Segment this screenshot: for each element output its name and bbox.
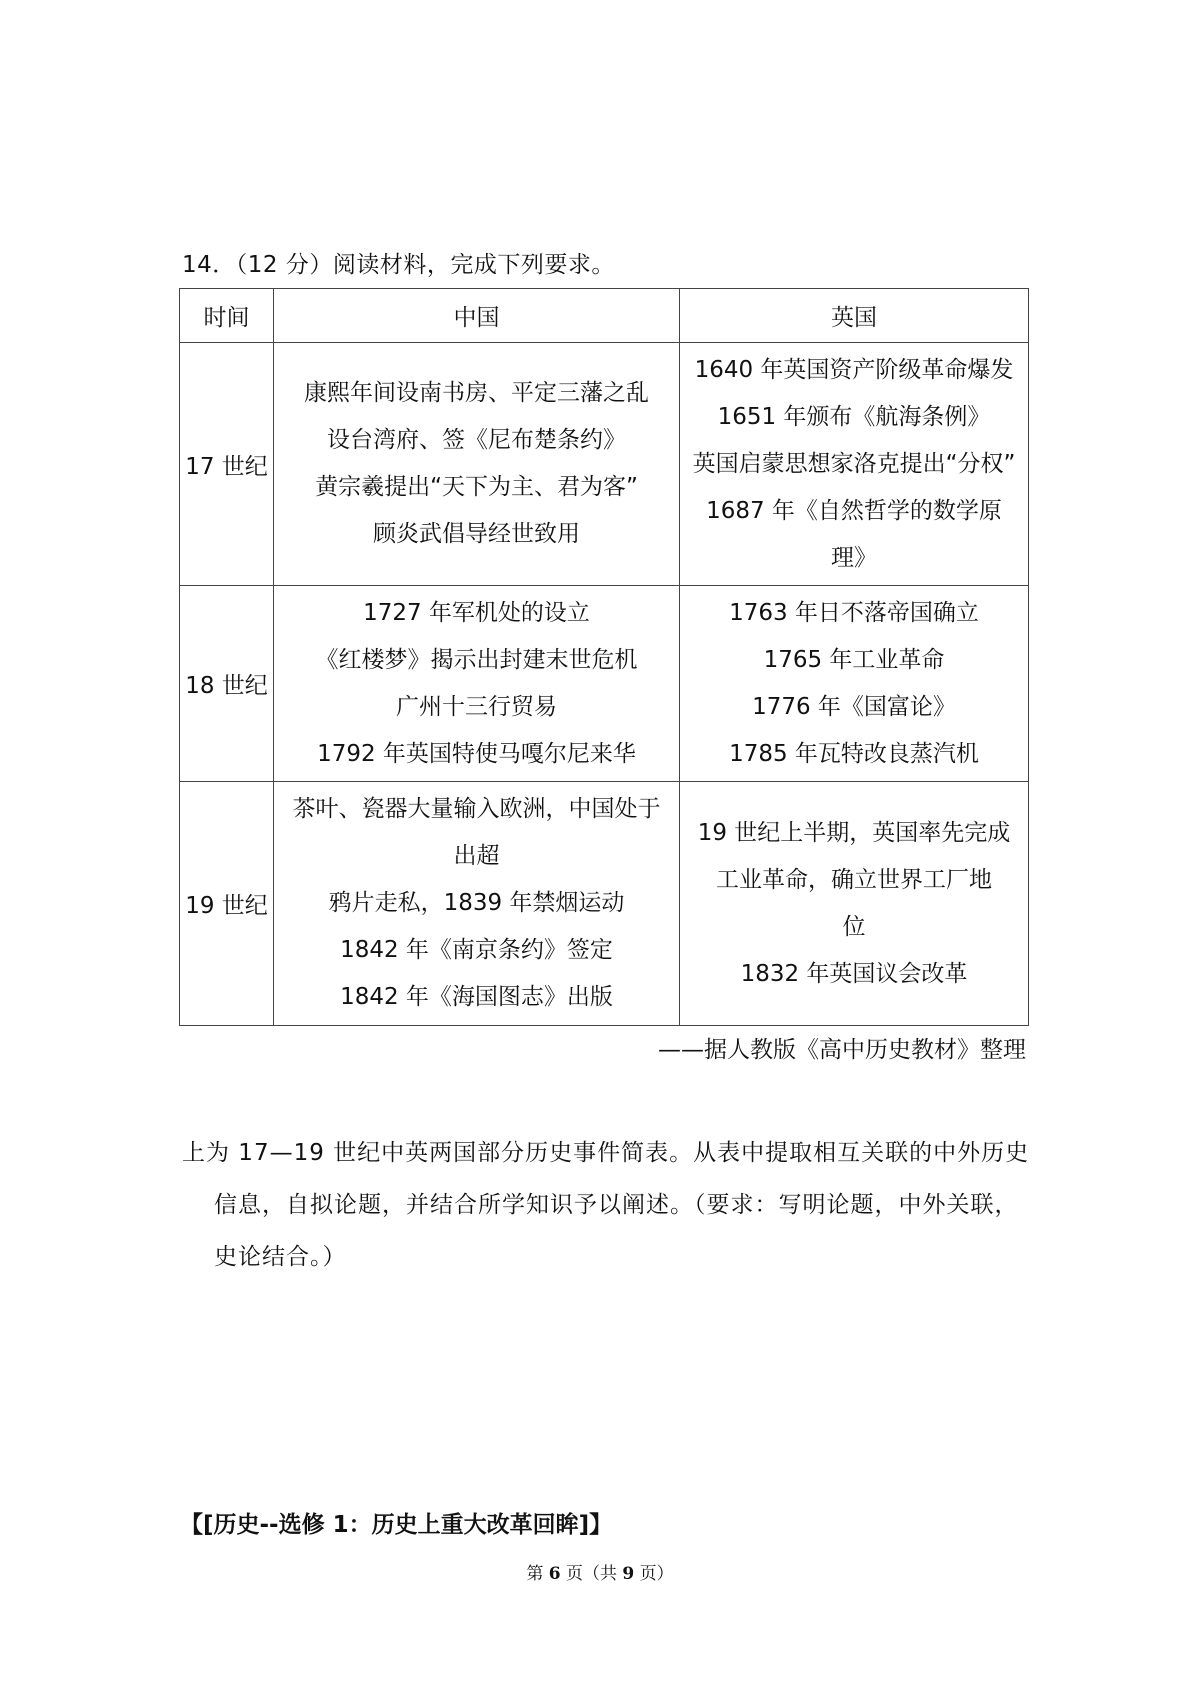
table-header-row xyxy=(180,289,1029,343)
header-china: 中国 xyxy=(274,289,680,343)
event-line: 19 世纪上半期，英国率先完成 xyxy=(697,819,1011,846)
table-row xyxy=(180,343,1029,586)
source-note: ——据人教版《高中历史教材》整理 xyxy=(658,1037,1026,1063)
events-table xyxy=(179,288,1029,1026)
page-footer xyxy=(0,1562,1200,1586)
time-cell: 18 世纪 xyxy=(180,586,274,782)
question-prompt xyxy=(182,1127,1030,1283)
footer-suffix: 页） xyxy=(634,1564,674,1584)
time-cell: 17 世纪 xyxy=(180,343,274,586)
event-line: 1765 年工业革命 xyxy=(763,646,945,673)
event-line: 1776 年《国富论》 xyxy=(752,693,956,720)
event-line: 英国启蒙思想家洛克提出“分权” xyxy=(692,450,1016,477)
event-line: 1792 年英国特使马嘎尔尼来华 xyxy=(317,740,636,767)
section-heading: 【[历史--选修 1：历史上重大改革回眸]】 xyxy=(180,1512,613,1538)
britain-cell xyxy=(680,782,1029,1026)
china-cell xyxy=(274,343,680,586)
event-line: 位 xyxy=(842,913,866,940)
table-row xyxy=(180,782,1029,1026)
footer-total-pages: 9 xyxy=(622,1564,635,1584)
event-line: 顾炎武倡导经世致用 xyxy=(373,521,580,547)
event-line: 1842 年《南京条约》签定 xyxy=(340,937,613,963)
event-line: 1651 年颁布《航海条例》 xyxy=(717,403,991,430)
footer-page-number: 6 xyxy=(548,1564,561,1584)
event-line: 1842 年《海国图志》出版 xyxy=(340,984,613,1010)
event-line: 1832 年英国议会改革 xyxy=(740,960,968,987)
event-line: 鸦片走私，1839 年禁烟运动 xyxy=(328,890,625,916)
event-line: 《红楼梦》揭示出封建末世危机 xyxy=(315,646,638,673)
time-cell: 19 世纪 xyxy=(180,782,274,1026)
header-time: 时间 xyxy=(180,289,274,343)
britain-cell xyxy=(680,343,1029,586)
event-line: 1640 年英国资产阶级革命爆发 xyxy=(694,356,1014,383)
header-britain: 英国 xyxy=(680,289,1029,343)
china-cell xyxy=(274,782,680,1026)
question-title: 14．（12 分）阅读材料，完成下列要求。 xyxy=(182,252,615,278)
event-line: 1763 年日不落帝国确立 xyxy=(729,599,979,626)
event-line: 1687 年《自然哲学的数学原 xyxy=(706,497,1002,524)
event-line: 1727 年军机处的设立 xyxy=(363,599,590,626)
table-row xyxy=(180,586,1029,782)
event-line: 康熙年间设南书房、平定三藩之乱 xyxy=(304,380,649,406)
britain-cell xyxy=(680,586,1029,782)
footer-middle: 页（共 xyxy=(560,1564,623,1584)
event-line: 茶叶、瓷器大量输入欧洲，中国处于 xyxy=(292,796,661,822)
event-line: 出超 xyxy=(453,843,500,869)
prompt-paragraph: 上为 17—19 世纪中英两国部分历史事件简表。从表中提取相互关联的中外历史信息，自拟论题，并结合所学知识予以阐述。（要求：写明论题，中外关联，史论结合。） xyxy=(182,1140,1030,1270)
event-line: 设台湾府、签《尼布楚条约》 xyxy=(327,427,626,453)
event-line: 黄宗羲提出“天下为主、君为客” xyxy=(315,474,638,500)
event-line: 1785 年瓦特改良蒸汽机 xyxy=(729,740,979,767)
china-cell xyxy=(274,586,680,782)
event-line: 工业革命，确立世界工厂地 xyxy=(716,866,992,893)
event-line: 理》 xyxy=(831,544,877,571)
footer-prefix: 第 xyxy=(526,1564,549,1584)
event-line: 广州十三行贸易 xyxy=(396,693,557,720)
